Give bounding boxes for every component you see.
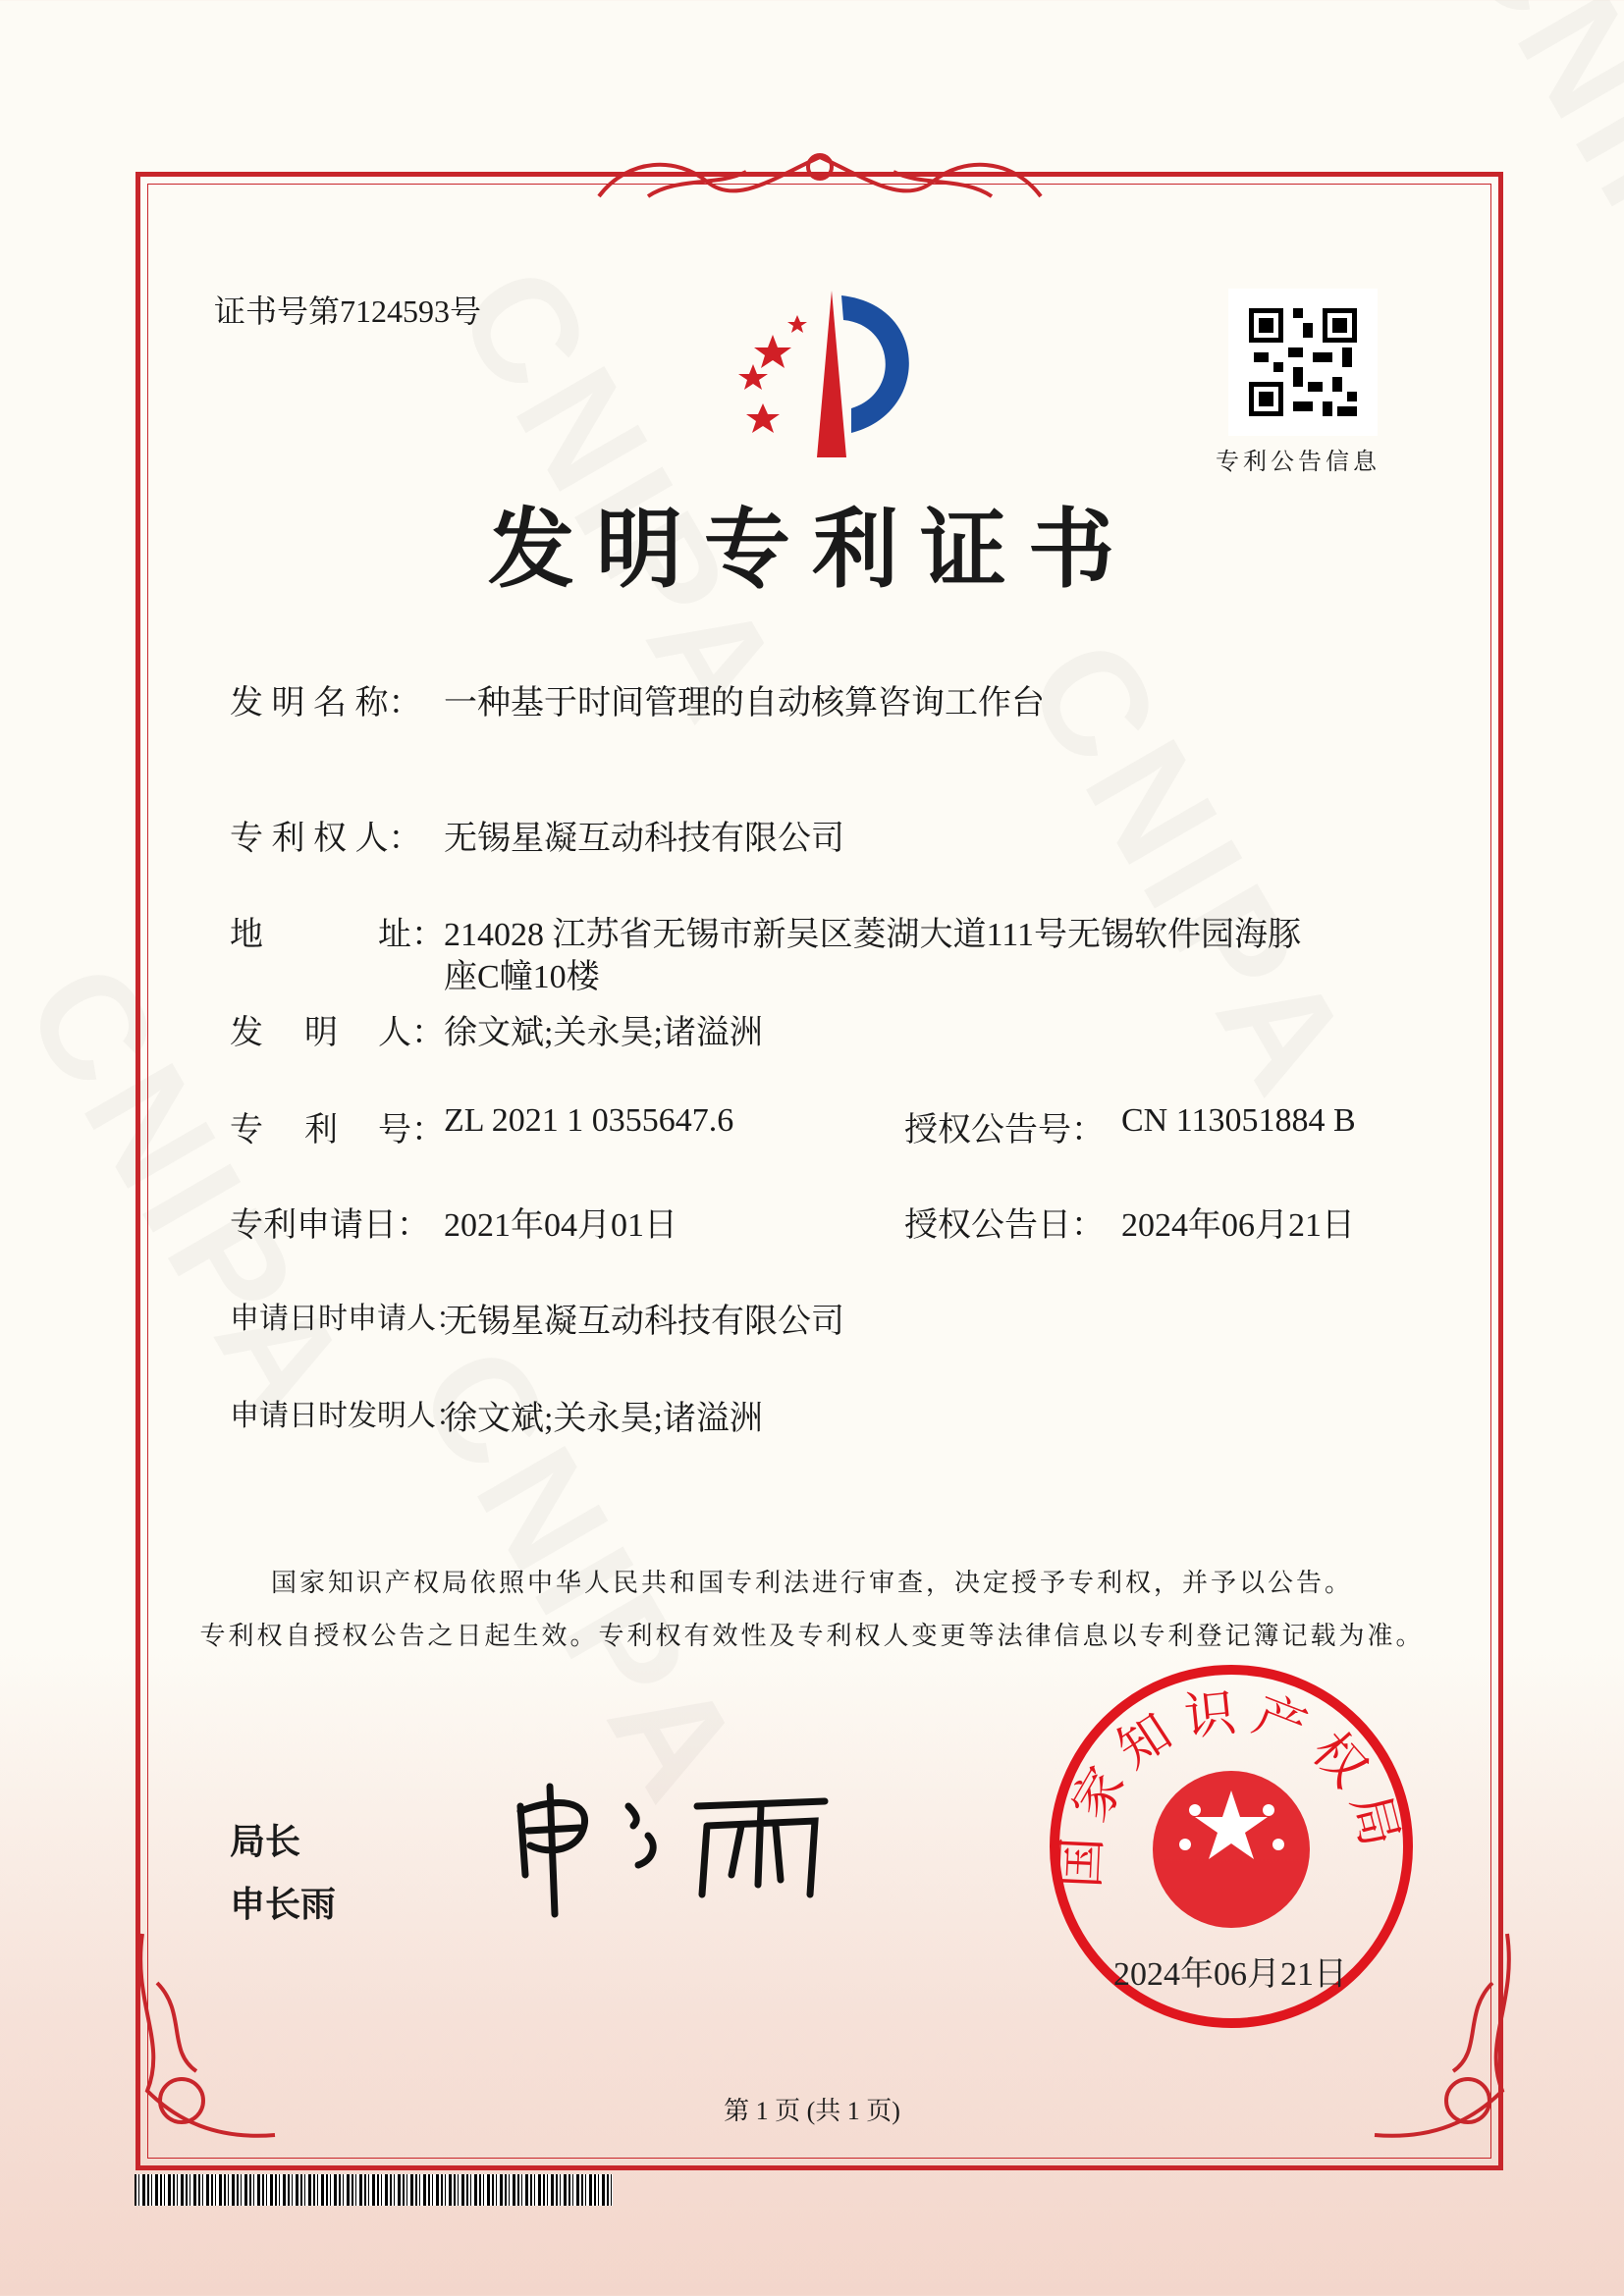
qr-code[interactable] xyxy=(1228,289,1378,436)
top-ornament-icon xyxy=(589,137,1051,216)
field-value: ZL 2021 1 0355647.6 xyxy=(444,1102,734,1139)
field-label: 明 xyxy=(304,1015,338,1051)
field-label: 号： xyxy=(378,1112,445,1148)
field-label: 发 xyxy=(230,1015,263,1051)
field-label: 申请日时发明人： xyxy=(230,1400,465,1432)
signatory-title: 局长 xyxy=(230,1822,301,1862)
field-label: 地 xyxy=(230,917,263,953)
qr-label: 专利公告信息 xyxy=(1216,450,1380,475)
field-label: 人： xyxy=(378,1015,445,1051)
certificate-number: 证书号第7124593号 xyxy=(214,294,482,329)
field-label: 发 明 名 称： xyxy=(230,685,422,721)
field-label: 址： xyxy=(378,917,445,953)
notice-line-2: 专利权自授权公告之日起生效。专利权有效性及专利权人变更等法律信息以专利登记簿记载为准。 xyxy=(199,1622,1425,1650)
field-label: 专 利 权 人： xyxy=(230,821,422,857)
page-title: 发明专利证书 xyxy=(487,504,1136,599)
cnipa-logo-icon xyxy=(704,286,940,462)
notice-line-1: 国家知识产权局依照中华人民共和国专利法进行审查，决定授予专利权，并予以公告。 xyxy=(270,1569,1353,1597)
field-value: 徐文斌;关永昊;诸溢洲 xyxy=(444,1015,763,1051)
field-value: 2024年06月21日 xyxy=(1121,1207,1355,1244)
field-value: 214028 江苏省无锡市新吴区菱湖大道111号无锡软件园海豚 xyxy=(444,917,1301,953)
qr-code-icon xyxy=(1228,289,1378,436)
page-footer: 第 1 页 (共 1 页) xyxy=(724,2097,900,2125)
svg-text:国家知识产权局: 国家知识产权局 xyxy=(1051,1682,1413,1890)
field-value: 座C幢10楼 xyxy=(444,959,600,995)
field-value: 无锡星凝互动科技有限公司 xyxy=(444,1304,844,1340)
field-value: 一种基于时间管理的自动核算咨询工作台 xyxy=(444,685,1045,721)
field-label: 授权公告日： xyxy=(904,1207,1105,1244)
seal-date: 2024年06月21日 xyxy=(1113,1956,1347,1993)
field-label: 专 xyxy=(230,1112,263,1148)
field-label: 申请日时申请人： xyxy=(230,1303,465,1335)
barcode xyxy=(135,2174,613,2206)
field-label: 授权公告号： xyxy=(904,1112,1105,1148)
field-value: 无锡星凝互动科技有限公司 xyxy=(444,821,844,857)
signatory-name: 申长雨 xyxy=(230,1885,337,1925)
signature-icon xyxy=(501,1767,844,1924)
field-value: 2021年04月01日 xyxy=(444,1207,677,1244)
field-label: 专利申请日： xyxy=(230,1207,430,1244)
field-value: CN 113051884 B xyxy=(1121,1102,1356,1139)
corner-ornament-left-icon xyxy=(128,1924,295,2169)
field-label: 利 xyxy=(304,1112,338,1148)
field-value: 徐文斌;关永昊;诸溢洲 xyxy=(444,1401,763,1437)
